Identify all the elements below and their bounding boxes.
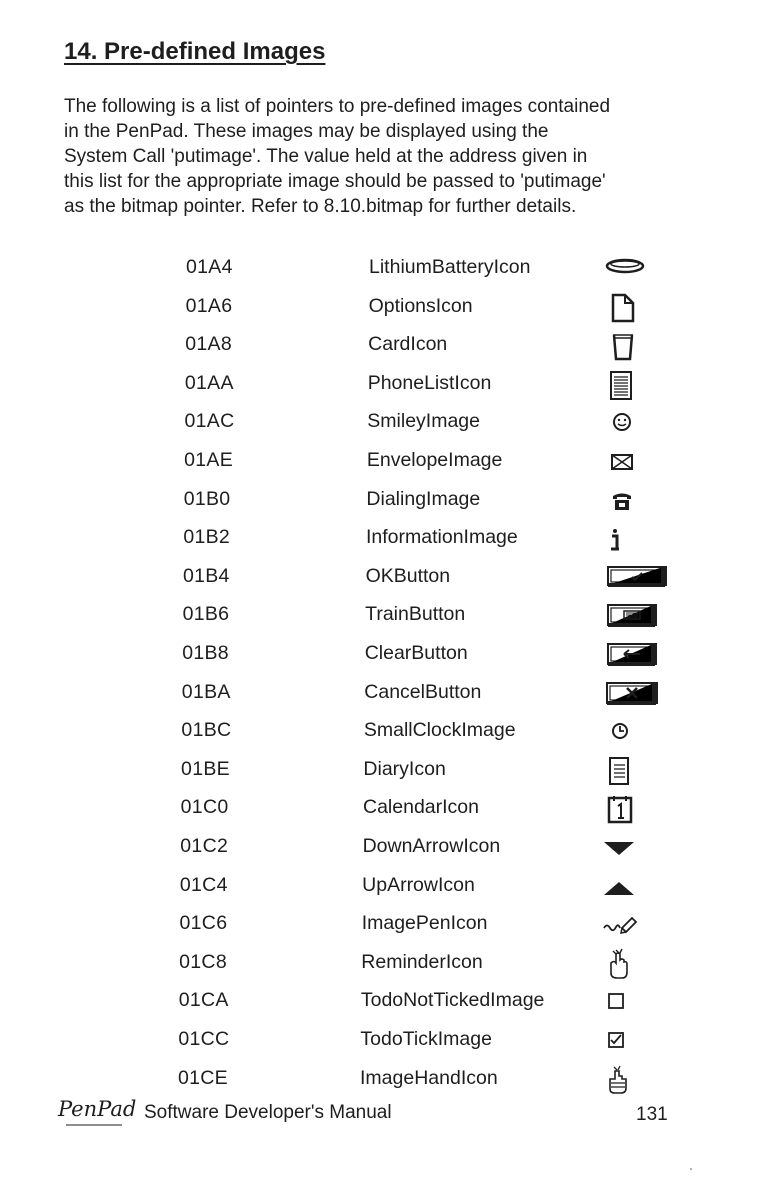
image-row <box>0 561 774 599</box>
image-address: 01B2 <box>183 526 231 549</box>
image-row <box>0 368 774 406</box>
image-address: 01CA <box>178 989 229 1012</box>
train-button-icon <box>603 599 667 633</box>
image-row <box>0 599 774 637</box>
penpad-logo <box>56 1094 138 1130</box>
image-name: LithiumBatteryIcon <box>369 256 531 278</box>
image-row <box>0 908 774 946</box>
image-row <box>0 252 774 290</box>
down-arrow-icon <box>601 831 665 865</box>
scan-speck <box>690 1168 692 1170</box>
intro-line: The following is a list of pointers to pre-defined images contained <box>64 96 611 117</box>
intro-line: this list for the appropriate image should be passed to 'putimage' <box>64 171 606 192</box>
up-arrow-icon <box>601 870 665 904</box>
image-address: 01C6 <box>179 912 228 935</box>
image-address: 01BA <box>181 680 231 703</box>
image-name: ReminderIcon <box>361 950 483 973</box>
image-row <box>0 291 774 329</box>
image-name: CalendarIcon <box>363 796 479 819</box>
manual-title: Software Developer's Manual <box>144 1102 392 1123</box>
options-icon <box>605 291 669 325</box>
image-address: 01AE <box>184 449 233 471</box>
image-row <box>0 947 774 985</box>
image-row <box>0 406 774 444</box>
image-name: SmallClockImage <box>363 719 516 742</box>
reminder-hand-icon <box>601 947 665 981</box>
image-row <box>0 792 774 830</box>
image-address: 01B4 <box>182 564 230 587</box>
image-address: 01AC <box>184 410 235 433</box>
intro-line: in the PenPad. These images may be displayed using the <box>64 121 549 142</box>
card-icon <box>605 329 669 363</box>
image-address: 01CC <box>178 1028 230 1050</box>
image-name: InformationImage <box>366 526 518 549</box>
battery-icon <box>605 252 669 286</box>
image-address: 01C0 <box>180 796 229 819</box>
section-heading: 14. Pre-defined Images <box>64 38 326 65</box>
hand-icon <box>600 1063 664 1097</box>
image-address: 01A4 <box>186 256 233 278</box>
image-address: 01C4 <box>179 873 228 896</box>
calendar-icon <box>602 792 666 826</box>
image-row <box>0 870 774 908</box>
telephone-icon <box>604 484 668 518</box>
image-name: EnvelopeImage <box>366 449 503 471</box>
image-address: 01C2 <box>180 835 229 857</box>
image-address: 01BE <box>181 757 230 780</box>
page-number: 131 <box>636 1104 668 1125</box>
image-row <box>0 831 774 869</box>
pen-icon <box>601 908 665 942</box>
image-address: 01A8 <box>185 333 232 356</box>
ok-button-icon <box>603 561 667 595</box>
image-name: DownArrowIcon <box>362 835 501 857</box>
penpad-logo-text: PenPad <box>58 1097 137 1121</box>
image-name: OptionsIcon <box>368 294 473 317</box>
image-name: TodoNotTickedImage <box>360 989 545 1012</box>
image-address: 01A6 <box>185 294 233 317</box>
clock-icon <box>602 715 666 749</box>
image-name: PhoneListIcon <box>367 371 492 394</box>
image-name: SmileyImage <box>367 410 480 433</box>
image-row <box>0 522 774 560</box>
image-row <box>0 677 774 715</box>
cancel-button-icon <box>602 677 666 711</box>
unchecked-box-icon <box>600 985 664 1019</box>
image-name: ImageHandIcon <box>360 1066 498 1089</box>
envelope-icon <box>604 445 668 479</box>
image-address: 01C8 <box>179 950 227 973</box>
image-row <box>0 484 774 522</box>
image-address: 01AA <box>184 371 234 394</box>
image-row <box>0 1024 774 1062</box>
image-name: CardIcon <box>368 333 448 356</box>
image-name: ClearButton <box>364 642 468 664</box>
image-name: DialingImage <box>366 487 481 510</box>
image-row <box>0 445 774 483</box>
image-row <box>0 985 774 1023</box>
page-footer <box>56 1094 676 1134</box>
image-address: 01B6 <box>182 603 230 626</box>
phone-list-icon <box>604 368 668 402</box>
image-name: ImagePenIcon <box>361 912 488 935</box>
image-row <box>0 329 774 367</box>
intro-line: as the bitmap pointer. Refer to 8.10.bitmap for further details. <box>64 196 577 217</box>
image-name: OKButton <box>365 564 451 587</box>
image-name: UpArrowIcon <box>362 873 475 896</box>
image-address: 01BC <box>181 719 232 742</box>
diary-icon <box>602 754 666 788</box>
image-name: DiaryIcon <box>363 757 446 780</box>
image-name: CancelButton <box>364 680 482 703</box>
intro-paragraph <box>64 94 704 219</box>
image-row <box>0 638 774 676</box>
image-address: 01CE <box>178 1066 228 1089</box>
intro-line: System Call 'putimage'. The value held at the address given in <box>64 146 588 167</box>
image-row <box>0 715 774 753</box>
image-address: 01B8 <box>182 642 229 664</box>
image-name: TrainButton <box>365 603 466 626</box>
checked-box-icon <box>600 1024 664 1058</box>
image-row <box>0 754 774 792</box>
image-address: 01B0 <box>183 487 231 510</box>
clear-button-icon <box>603 638 667 672</box>
image-name: TodoTickImage <box>360 1028 492 1050</box>
smiley-icon <box>604 406 668 440</box>
info-icon <box>603 522 667 556</box>
